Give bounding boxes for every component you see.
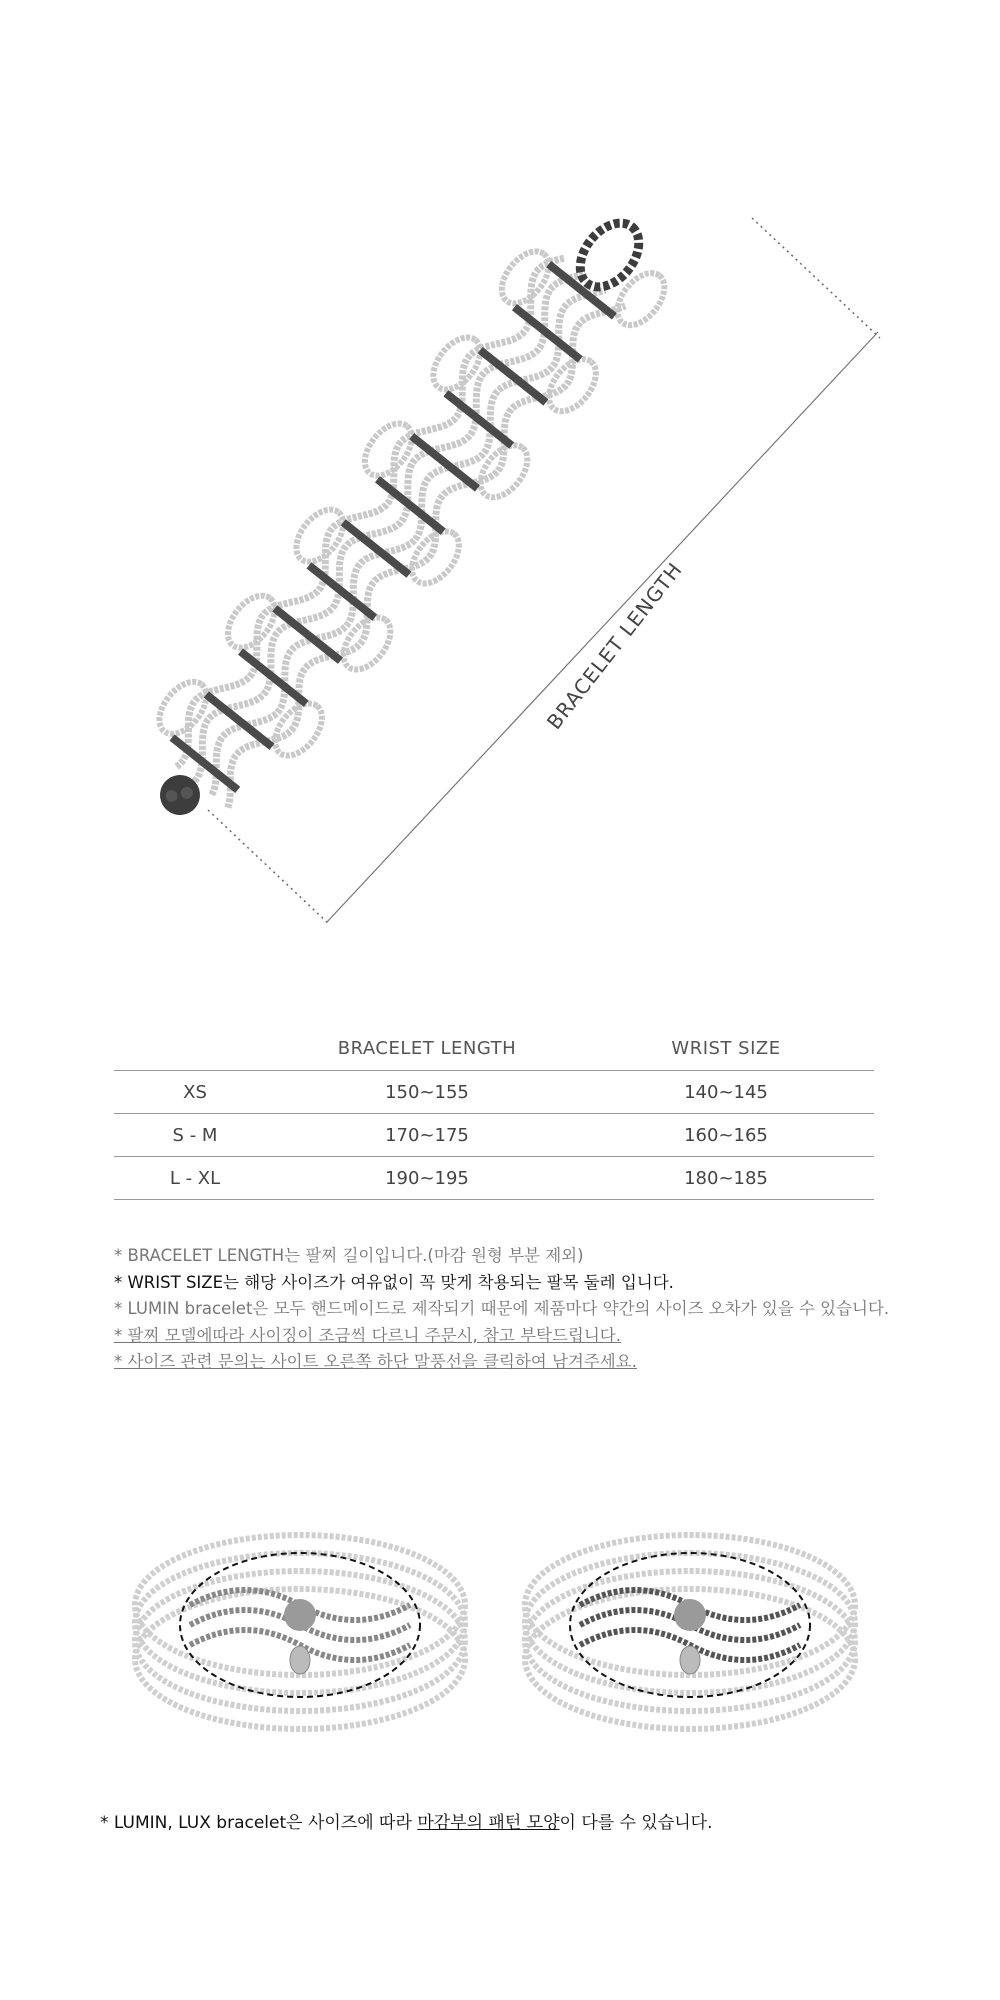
size-table <box>114 1026 874 1200</box>
bracelet-length-diagram <box>0 0 1000 960</box>
footnote-text-start: * LUMIN, LUX bracelet은 사이즈에 따라 <box>100 1813 418 1833</box>
extension-line-top <box>752 218 880 338</box>
header-size <box>114 1026 276 1071</box>
cell-wrist: 140~145 <box>578 1071 874 1114</box>
footnote-text-end: 이 다를 수 있습니다. <box>559 1813 713 1833</box>
cell-length: 170~175 <box>276 1114 578 1157</box>
cell-size: S - M <box>114 1114 276 1157</box>
closure-photos <box>0 1490 1000 1790</box>
note-inquiry: * 사이즈 관련 문의는 사이트 오른쪽 하단 말풍선을 클릭하여 남겨주세요. <box>114 1352 637 1371</box>
table-row <box>114 1157 874 1200</box>
cell-length: 190~195 <box>276 1157 578 1200</box>
table-row <box>114 1071 874 1114</box>
cell-size: L - XL <box>114 1157 276 1200</box>
note-wrist-size: * WRIST SIZE는 해당 사이즈가 여유없이 꼭 맞게 착용되는 팔목 둘레 입니다. <box>114 1272 674 1292</box>
note-bracelet-length: * BRACELET LENGTH는 팔찌 길이입니다.(마감 원형 부분 제외) <box>114 1246 584 1265</box>
header-bracelet-length: BRACELET LENGTH <box>276 1026 578 1071</box>
bracelet-image <box>113 183 687 854</box>
extension-line-bottom <box>208 810 330 925</box>
bracelet-photo-lumin <box>135 1535 465 1729</box>
bracelet-photo-lux <box>525 1535 855 1729</box>
footnote-underlined: 마감부의 패턴 모양 <box>417 1813 560 1833</box>
cell-wrist: 160~165 <box>578 1114 874 1157</box>
note-model-sizing: * 팔찌 모델에따라 사이징이 조금씩 다르니 주문시, 참고 부탁드립니다. <box>114 1325 621 1345</box>
table-row <box>114 1114 874 1157</box>
cell-size: XS <box>114 1071 276 1114</box>
length-label: BRACELET LENGTH <box>541 557 688 734</box>
cell-wrist: 180~185 <box>578 1157 874 1200</box>
table-header-row <box>114 1026 874 1071</box>
size-notes <box>114 1243 994 1376</box>
header-wrist-size: WRIST SIZE <box>578 1026 874 1071</box>
length-measure-line <box>327 332 878 922</box>
cell-length: 150~155 <box>276 1071 578 1114</box>
closure-footnote <box>100 1808 713 1833</box>
note-handmade: * LUMIN bracelet은 모두 핸드메이드로 제작되기 때문에 제품마다 약간의 사이즈 오차가 있을 수 있습니다. <box>114 1299 890 1318</box>
